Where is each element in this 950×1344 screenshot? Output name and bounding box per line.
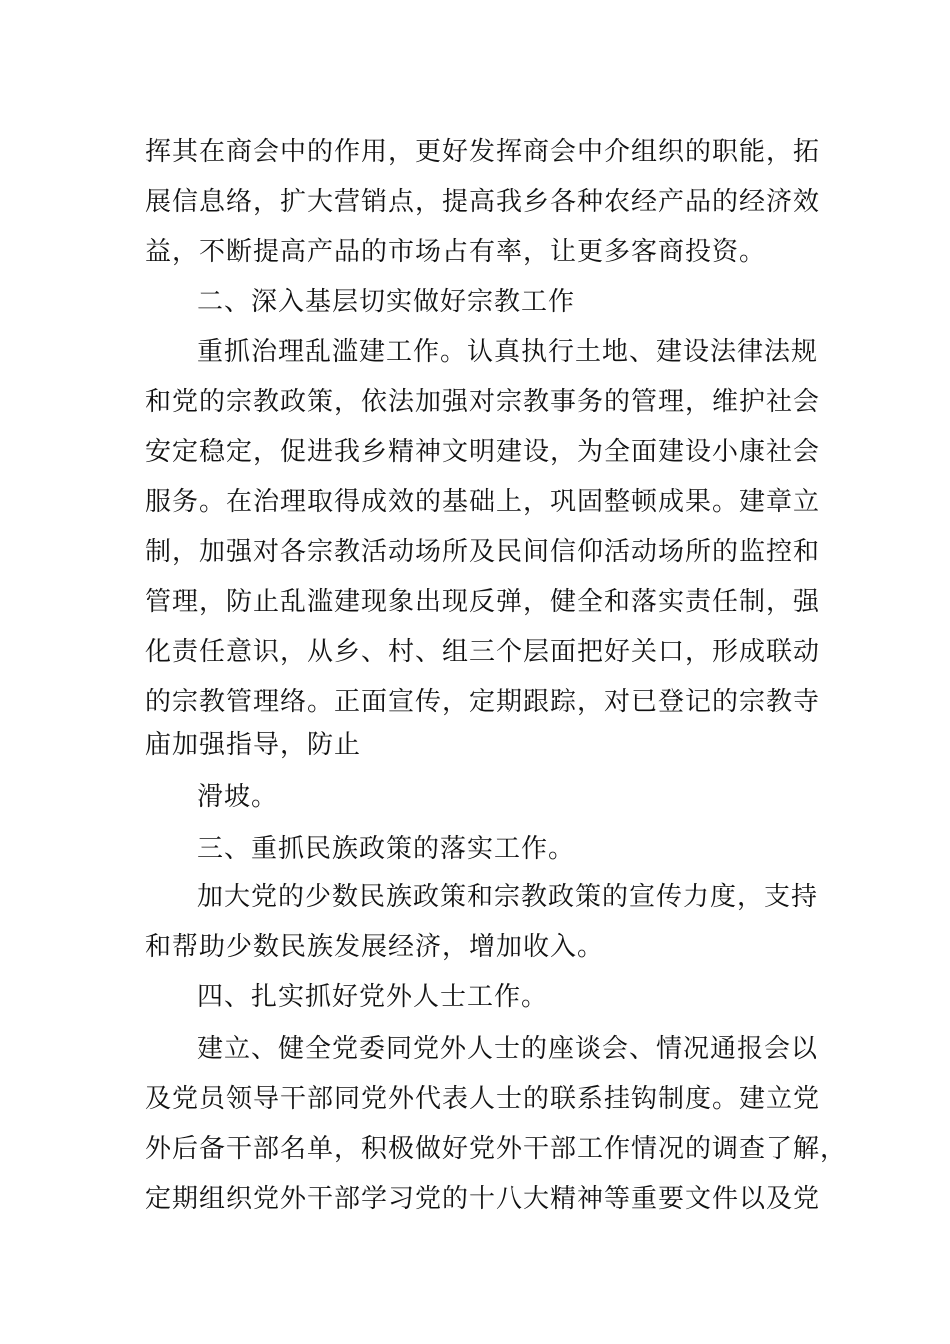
text-line: 定期组织党外干部学习党的十八大精神等重要文件以及党	[145, 1184, 821, 1214]
text-line: 及党员领导干部同党外代表人士的联系挂钩制度。建立党	[145, 1084, 821, 1114]
text-line: 安定稳定，促进我乡精神文明建设，为全面建设小康社会	[145, 437, 821, 467]
text-line: 服务。在治理取得成效的基础上，巩固整顿成果。建章立	[145, 487, 821, 517]
text-line: 管理，防止乱滥建现象出现反弹，健全和落实责任制，强	[145, 587, 821, 617]
text-line: 益，不断提高产品的市场占有率，让更多客商投资。	[145, 237, 767, 267]
text-line: 展信息络，扩大营销点，提高我乡各种农经产品的经济效	[145, 187, 821, 217]
text-line: 和党的宗教政策，依法加强对宗教事务的管理，维护社会	[145, 387, 821, 417]
section-heading: 二、深入基层切实做好宗教工作	[197, 287, 576, 317]
text-line: 加大党的少数民族政策和宗教政策的宣传力度，支持	[197, 882, 819, 912]
text-line: 庙加强指导，防止	[145, 730, 362, 760]
text-line: 和帮助少数民族发展经济，增加收入。	[145, 932, 605, 962]
text-line: 建立、健全党委同党外人士的座谈会、情况通报会以	[197, 1034, 819, 1064]
text-line: 外后备干部名单，积极做好党外干部工作情况的调查了解，	[145, 1134, 848, 1164]
text-line: 的宗教管理络。正面宣传，定期跟踪，对已登记的宗教寺	[145, 687, 821, 717]
section-heading: 三、重抓民族政策的落实工作。	[197, 834, 576, 864]
text-line: 化责任意识，从乡、村、组三个层面把好关口，形成联动	[145, 637, 821, 667]
text-line: 挥其在商会中的作用，更好发挥商会中介组织的职能，拓	[145, 137, 821, 167]
text-line: 滑坡。	[197, 782, 279, 812]
text-line: 制，加强对各宗教活动场所及民间信仰活动场所的监控和	[145, 537, 821, 567]
section-heading: 四、扎实抓好党外人士工作。	[197, 982, 549, 1012]
text-line: 重抓治理乱滥建工作。认真执行土地、建设法律法规	[197, 337, 819, 367]
